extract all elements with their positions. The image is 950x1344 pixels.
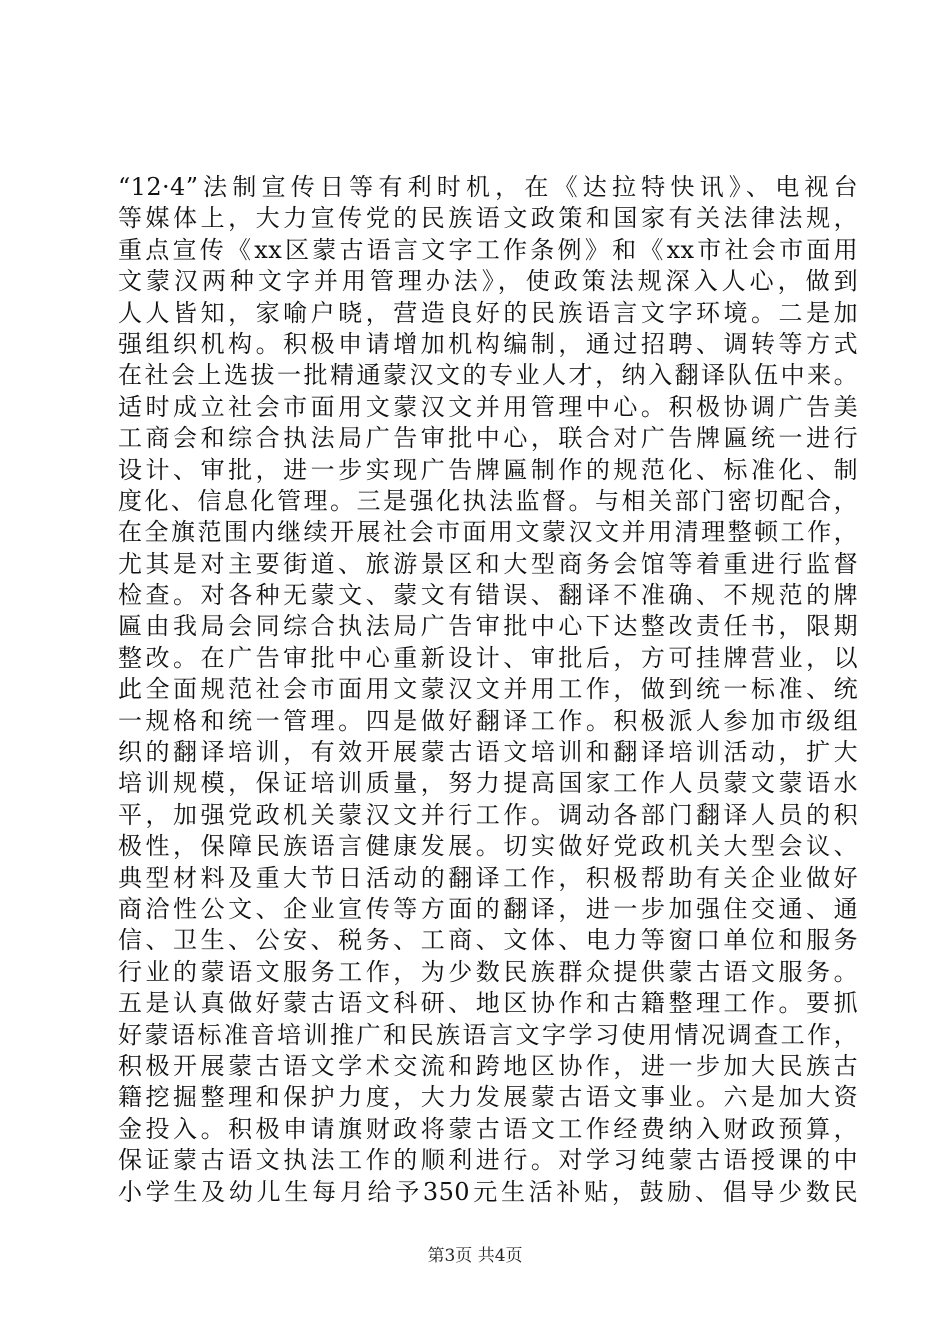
- text-line: 在全旗范围内继续开展社会市面用文蒙汉文并用清理整顿工作，: [118, 518, 858, 547]
- text-line: 积极开展蒙古语文学术交流和跨地区协作，进一步加大民族古: [118, 1051, 858, 1080]
- text-line: 极性，保障民族语言健康发展。切实做好党政机关大型会议、: [118, 832, 858, 861]
- text-line: 小学生及幼儿生每月给予350元生活补贴，鼓励、倡导少数民: [118, 1177, 858, 1206]
- text-line: 人人皆知，家喻户晓，营造良好的民族语言文字环境。二是加: [118, 298, 858, 327]
- text-line: 商洽性公文、企业宣传等方面的翻译，进一步加强住交通、通: [118, 894, 858, 923]
- text-line: 平，加强党政机关蒙汉文并行工作。调动各部门翻译人员的积: [118, 800, 858, 829]
- text-line: 尤其是对主要街道、旅游景区和大型商务会馆等着重进行监督: [118, 549, 858, 578]
- text-line: 重点宣传《xx区蒙古语言文字工作条例》和《xx市社会市面用: [118, 235, 858, 264]
- text-line: 工商会和综合执法局广告审批中心，联合对广告牌匾统一进行: [118, 424, 858, 453]
- text-line: 匾由我局会同综合执法局广告审批中心下达整改责任书，限期: [118, 612, 858, 641]
- body-text: [118, 172, 858, 1208]
- text-line: 信、卫生、公安、税务、工商、文体、电力等窗口单位和服务: [118, 926, 858, 955]
- text-line: 籍挖掘整理和保护力度，大力发展蒙古语文事业。六是加大资: [118, 1083, 858, 1112]
- text-line: “12·4”法制宣传日等有利时机，在《达拉特快讯》、电视台: [118, 173, 858, 201]
- text-line: 检查。对各种无蒙文、蒙文有错误、翻译不准确、不规范的牌: [118, 581, 858, 610]
- text-line: 整改。在广告审批中心重新设计、审批后，方可挂牌营业，以: [118, 643, 858, 672]
- text-line: 度化、信息化管理。三是强化执法监督。与相关部门密切配合，: [118, 486, 858, 515]
- text-line: 此全面规范社会市面用文蒙汉文并用工作，做到统一标准、统: [118, 675, 858, 704]
- text-line: 保证蒙古语文执法工作的顺利进行。对学习纯蒙古语授课的中: [118, 1146, 858, 1175]
- text-line: 好蒙语标准音培训推广和民族语言文字学习使用情况调查工作，: [118, 1020, 858, 1049]
- text-line: 典型材料及重大节日活动的翻译工作，积极帮助有关企业做好: [118, 863, 858, 892]
- text-line: 行业的蒙语文服务工作，为少数民族群众提供蒙古语文服务。: [118, 957, 858, 986]
- text-line: 五是认真做好蒙古语文科研、地区协作和古籍整理工作。要抓: [118, 989, 858, 1018]
- text-line: 等媒体上，大力宣传党的民族语文政策和国家有关法律法规，: [118, 204, 858, 233]
- text-line: 一规格和统一管理。四是做好翻译工作。积极派人参加市级组: [118, 706, 858, 735]
- text-line: 在社会上选拔一批精通蒙汉文的专业人才，纳入翻译队伍中来。: [118, 361, 858, 390]
- text-line: 适时成立社会市面用文蒙汉文并用管理中心。积极协调广告美: [118, 392, 858, 421]
- page-number-footer: 第3页 共4页: [427, 1246, 523, 1266]
- text-line: 设计、审批，进一步实现广告牌匾制作的规范化、标准化、制: [118, 455, 858, 484]
- text-line: 文蒙汉两种文字并用管理办法》，使政策法规深入人心，做到: [118, 267, 858, 296]
- text-line: 织的翻译培训，有效开展蒙古语文培训和翻译培训活动，扩大: [118, 738, 858, 767]
- text-line: 培训规模，保证培训质量，努力提高国家工作人员蒙文蒙语水: [118, 769, 858, 798]
- text-line: 强组织机构。积极申请增加机构编制，通过招聘、调转等方式: [118, 329, 858, 358]
- text-line: 金投入。积极申请旗财政将蒙古语文工作经费纳入财政预算，: [118, 1114, 858, 1143]
